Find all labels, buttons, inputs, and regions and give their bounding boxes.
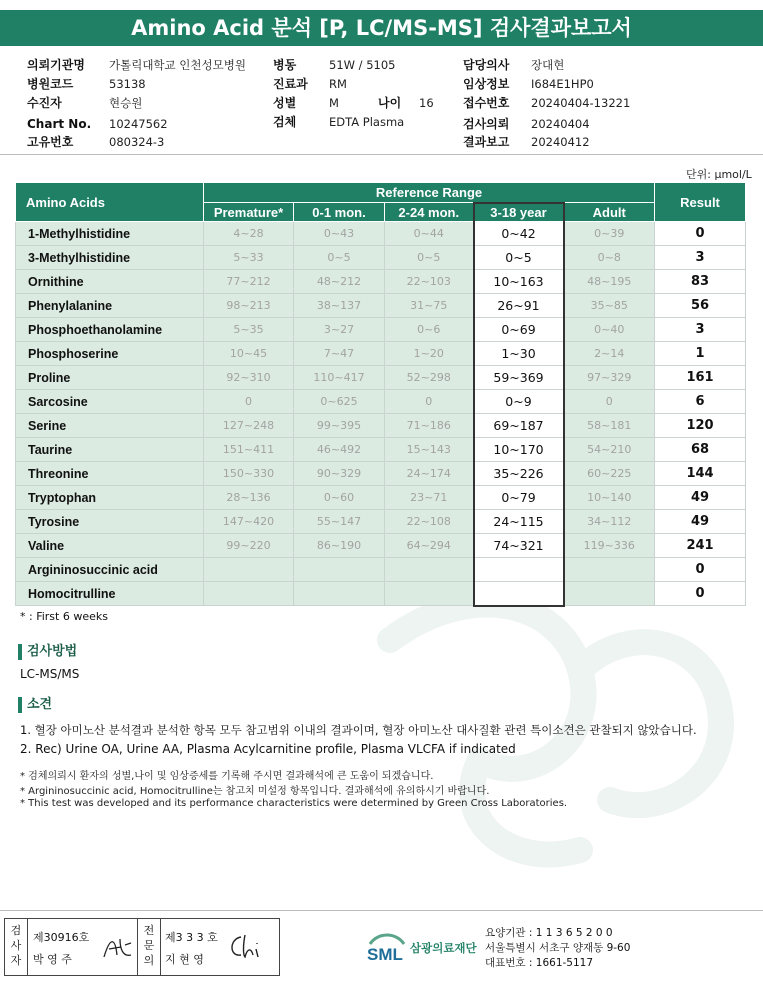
amino-acid-name: Ornithine [16, 270, 204, 294]
examiner-name: 박 영 주 [33, 953, 72, 966]
result-value: 0 [655, 558, 746, 582]
range-premature [204, 582, 294, 606]
result-value: 1 [655, 342, 746, 366]
range-m2-24: 31~75 [385, 294, 474, 318]
range-premature: 98~213 [204, 294, 294, 318]
info-label: 고유번호 [27, 135, 74, 149]
result-value: 6 [655, 390, 746, 414]
header-result: Result [655, 183, 746, 222]
range-adult: 54~210 [564, 438, 655, 462]
range-premature: 28~136 [204, 486, 294, 510]
range-premature: 10~45 [204, 342, 294, 366]
header-adult: Adult [564, 203, 655, 222]
range-y3-18: 35~226 [474, 462, 564, 486]
method-heading: 검사방법 [18, 644, 77, 660]
table-row [16, 246, 746, 270]
result-value: 0 [655, 222, 746, 246]
note-line: * Argininosuccinic acid, Homocitrulline는 참고치 미설정 항목입니다. 결과해석에 유의하시기 바랍니다. [20, 786, 490, 797]
range-m2-24: 23~71 [385, 486, 474, 510]
table-row [16, 414, 746, 438]
range-premature: 127~248 [204, 414, 294, 438]
result-value: 83 [655, 270, 746, 294]
divider [137, 919, 138, 975]
range-adult: 119~336 [564, 534, 655, 558]
note-line: * 검체의뢰시 환자의 성별,나이 및 임상증세를 기록해 주시면 결과해석에 큰 도움이 되겠습니다. [20, 771, 434, 782]
info-label: 결과보고 [463, 135, 510, 149]
range-premature: 5~33 [204, 246, 294, 270]
range-m0-1: 0~43 [294, 222, 385, 246]
result-value: 56 [655, 294, 746, 318]
info-value: 20240404 [531, 117, 590, 131]
range-y3-18: 0~42 [474, 222, 564, 246]
examiner-label: 검사자 [10, 924, 22, 967]
info-label: 검사의뢰 [463, 117, 510, 131]
result-value: 241 [655, 534, 746, 558]
result-value: 49 [655, 486, 746, 510]
age-value: 16 [419, 96, 434, 110]
table-row [16, 366, 746, 390]
signature-box [4, 918, 280, 976]
range-m0-1: 90~329 [294, 462, 385, 486]
header-3-18-year: 3-18 year [474, 203, 564, 222]
info-value: EDTA Plasma [329, 115, 405, 129]
org-address-block [485, 926, 630, 971]
range-y3-18: 10~170 [474, 438, 564, 462]
org-name: 삼광의료재단 [410, 941, 477, 955]
info-label: 담당의사 [463, 58, 510, 72]
specialist-label: 전문의 [143, 924, 155, 967]
result-value: 49 [655, 510, 746, 534]
amino-acid-name: Tyrosine [16, 510, 204, 534]
info-label: 성별 [273, 96, 297, 110]
info-value: 20240404-13221 [531, 96, 631, 110]
findings-heading: 소견 [18, 697, 52, 713]
table-row [16, 294, 746, 318]
range-premature: 5~35 [204, 318, 294, 342]
table-row [16, 510, 746, 534]
header-reference-range: Reference Range [204, 183, 655, 203]
header-amino-acids: Amino Acids [16, 183, 204, 222]
examiner-license: 제30916호 [33, 931, 90, 944]
range-m2-24: 0 [385, 390, 474, 414]
amino-acid-name: Phosphoethanolamine [16, 318, 204, 342]
range-y3-18: 24~115 [474, 510, 564, 534]
header-2-24-mon: 2-24 mon. [385, 203, 474, 222]
range-m0-1: 0~60 [294, 486, 385, 510]
range-premature: 4~28 [204, 222, 294, 246]
table-row [16, 462, 746, 486]
info-value: 080324-3 [109, 135, 165, 149]
range-m2-24: 71~186 [385, 414, 474, 438]
range-premature: 150~330 [204, 462, 294, 486]
range-adult: 0 [564, 390, 655, 414]
table-row [16, 342, 746, 366]
range-premature: 0 [204, 390, 294, 414]
range-m2-24: 0~6 [385, 318, 474, 342]
range-adult: 35~85 [564, 294, 655, 318]
result-value: 3 [655, 246, 746, 270]
info-value: 가톨릭대학교 인천성모병원 [109, 58, 246, 72]
range-adult: 2~14 [564, 342, 655, 366]
range-y3-18: 59~369 [474, 366, 564, 390]
range-premature: 77~212 [204, 270, 294, 294]
range-m0-1: 7~47 [294, 342, 385, 366]
info-label: 의뢰기관명 [27, 58, 85, 72]
range-m0-1: 99~395 [294, 414, 385, 438]
range-premature: 147~420 [204, 510, 294, 534]
range-y3-18 [474, 558, 564, 582]
result-value: 120 [655, 414, 746, 438]
range-m0-1: 86~190 [294, 534, 385, 558]
range-m0-1: 110~417 [294, 366, 385, 390]
info-label: 임상정보 [463, 77, 510, 91]
range-y3-18: 1~30 [474, 342, 564, 366]
range-premature: 99~220 [204, 534, 294, 558]
info-label: 접수번호 [463, 96, 510, 110]
range-m2-24 [385, 582, 474, 606]
range-adult: 48~195 [564, 270, 655, 294]
info-label: 진료과 [273, 77, 308, 91]
range-adult: 97~329 [564, 366, 655, 390]
table-row [16, 270, 746, 294]
range-m0-1 [294, 582, 385, 606]
range-y3-18 [474, 582, 564, 606]
org-code: 요양기관 : 1 1 3 6 5 2 0 0 [485, 927, 613, 939]
note-line: * This test was developed and its performance characteristics were determined by Green Cross Laboratories. [20, 798, 568, 809]
result-value: 161 [655, 366, 746, 390]
result-value: 68 [655, 438, 746, 462]
range-y3-18: 0~69 [474, 318, 564, 342]
info-value: 10247562 [109, 117, 168, 131]
amino-acid-name: Taurine [16, 438, 204, 462]
range-m2-24: 64~294 [385, 534, 474, 558]
amino-acid-name: Sarcosine [16, 390, 204, 414]
range-premature: 92~310 [204, 366, 294, 390]
range-y3-18: 10~163 [474, 270, 564, 294]
amino-acid-name: 1-Methylhistidine [16, 222, 204, 246]
range-adult: 10~140 [564, 486, 655, 510]
table-row [16, 534, 746, 558]
range-m2-24: 22~103 [385, 270, 474, 294]
result-value: 3 [655, 318, 746, 342]
info-label: 수진자 [27, 96, 62, 110]
info-label: Chart No. [27, 117, 92, 131]
range-m0-1: 38~137 [294, 294, 385, 318]
range-m0-1: 0~5 [294, 246, 385, 270]
range-m2-24: 52~298 [385, 366, 474, 390]
range-adult [564, 582, 655, 606]
finding-line: 2. Rec) Urine OA, Urine AA, Plasma Acylcarnitine profile, Plasma VLCFA if indicated [20, 742, 516, 756]
table-row [16, 486, 746, 510]
table-row [16, 438, 746, 462]
amino-acid-name: Proline [16, 366, 204, 390]
range-m0-1: 55~147 [294, 510, 385, 534]
amino-acid-name: Serine [16, 414, 204, 438]
info-label: 병원코드 [27, 77, 74, 91]
amino-acid-name: Tryptophan [16, 486, 204, 510]
specialist-name: 지 현 영 [165, 953, 204, 966]
range-m0-1: 0~625 [294, 390, 385, 414]
range-m2-24: 0~5 [385, 246, 474, 270]
unit-label: 단위: μmol/L [686, 168, 752, 181]
divider [27, 919, 28, 975]
amino-acid-name: Phosphoserine [16, 342, 204, 366]
org-phone: 대표번호 : 1661-5117 [485, 957, 594, 969]
table-row [16, 222, 746, 246]
range-adult: 58~181 [564, 414, 655, 438]
amino-acid-name: Phenylalanine [16, 294, 204, 318]
range-premature: 151~411 [204, 438, 294, 462]
range-y3-18: 26~91 [474, 294, 564, 318]
info-value: RM [329, 77, 347, 91]
method-text: LC-MS/MS [20, 667, 80, 681]
amino-acid-name: Argininosuccinic acid [16, 558, 204, 582]
range-m0-1 [294, 558, 385, 582]
info-value: 20240412 [531, 135, 590, 149]
range-y3-18: 0~79 [474, 486, 564, 510]
finding-line: 1. 혈장 아미노산 분석결과 분석한 항목 모두 참고범위 이내의 결과이며, 혈장 아미노산 대사질환 관련 특이소견은 관찰되지 않았습니다. [20, 723, 697, 737]
age-label: 나이 [378, 96, 402, 110]
table-row [16, 582, 746, 606]
divider [0, 910, 763, 911]
org-address: 서울특별시 서초구 양재동 9-60 [485, 942, 631, 954]
amino-acid-name: 3-Methylhistidine [16, 246, 204, 270]
info-label: 검체 [273, 115, 297, 129]
range-m0-1: 48~212 [294, 270, 385, 294]
result-value: 0 [655, 582, 746, 606]
range-m2-24: 0~44 [385, 222, 474, 246]
range-m2-24: 1~20 [385, 342, 474, 366]
range-m2-24 [385, 558, 474, 582]
logo-text: SML [367, 945, 403, 964]
range-adult: 60~225 [564, 462, 655, 486]
info-value: 51W / 5105 [329, 58, 396, 72]
info-label: 병동 [273, 58, 297, 72]
range-premature [204, 558, 294, 582]
range-y3-18: 0~9 [474, 390, 564, 414]
range-adult: 0~39 [564, 222, 655, 246]
info-value: M [329, 96, 339, 110]
range-y3-18: 74~321 [474, 534, 564, 558]
table-row [16, 318, 746, 342]
range-m2-24: 15~143 [385, 438, 474, 462]
amino-acid-name: Homocitrulline [16, 582, 204, 606]
result-value: 144 [655, 462, 746, 486]
info-value: 53138 [109, 77, 146, 91]
header-premature: Premature* [204, 203, 294, 222]
table-footnote: * : First 6 weeks [20, 610, 108, 623]
amino-acid-name: Threonine [16, 462, 204, 486]
range-adult [564, 558, 655, 582]
table-row [16, 558, 746, 582]
divider [0, 154, 763, 155]
amino-acid-table [15, 182, 746, 607]
specialist-license: 제3 3 3 호 [165, 931, 218, 944]
amino-acid-name: Valine [16, 534, 204, 558]
header-0-1-mon: 0-1 mon. [294, 203, 385, 222]
table-row [16, 390, 746, 414]
range-adult: 34~112 [564, 510, 655, 534]
divider [160, 919, 161, 975]
specialist-signature [227, 931, 267, 963]
range-m2-24: 24~174 [385, 462, 474, 486]
range-m0-1: 3~27 [294, 318, 385, 342]
info-value: 현승원 [109, 96, 143, 110]
range-y3-18: 69~187 [474, 414, 564, 438]
info-value: 장대현 [531, 58, 565, 72]
sml-logo [366, 930, 408, 966]
range-m0-1: 46~492 [294, 438, 385, 462]
range-y3-18: 0~5 [474, 246, 564, 270]
examiner-signature [101, 933, 135, 963]
report-title: Amino Acid 분석 [P, LC/MS-MS] 검사결과보고서 [0, 10, 763, 46]
range-adult: 0~8 [564, 246, 655, 270]
range-m2-24: 22~108 [385, 510, 474, 534]
range-adult: 0~40 [564, 318, 655, 342]
info-value: I684E1HP0 [531, 77, 594, 91]
